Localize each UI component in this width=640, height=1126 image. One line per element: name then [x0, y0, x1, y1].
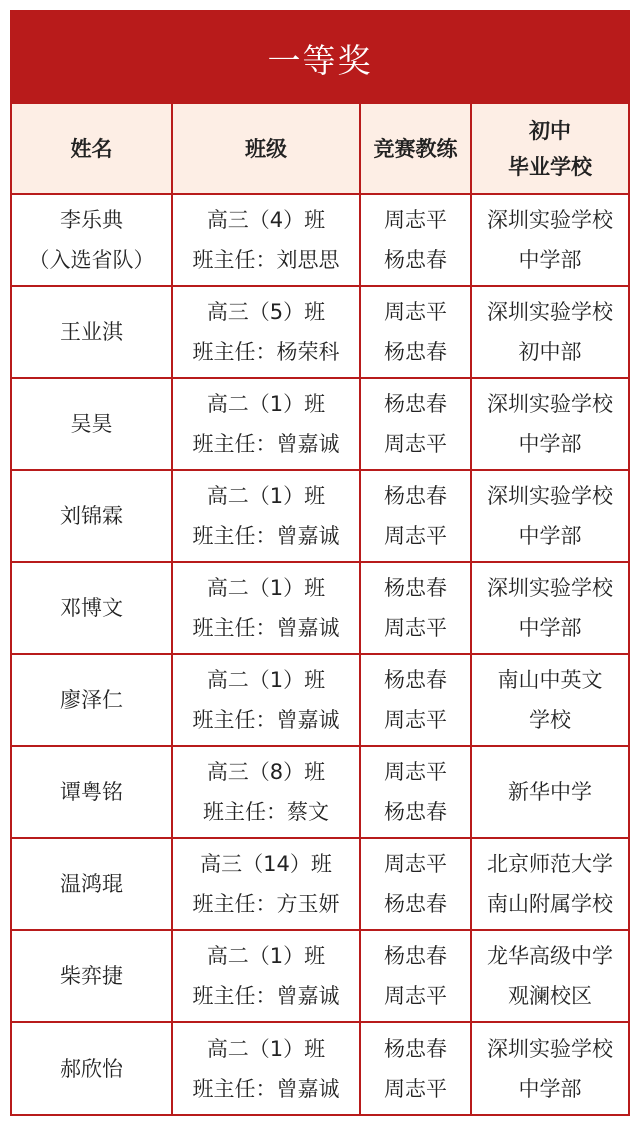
cell-class-class: 高三（8）班: [206, 760, 326, 784]
cell-school-school1: 新华中学: [508, 780, 592, 804]
cell-school: [471, 378, 628, 470]
cell-class: [172, 654, 360, 746]
cell-school-school1: 深圳实验学校: [487, 208, 613, 232]
table-row: [12, 746, 628, 838]
cell-name-name: 温鸿琨: [60, 872, 123, 896]
cell-coach: [360, 562, 471, 654]
cell-class: [172, 930, 360, 1022]
cell-coach-coach2: 杨忠春: [384, 892, 447, 916]
cell-coach-coach1: 周志平: [384, 760, 447, 784]
cell-school-school1: 深圳实验学校: [487, 1036, 613, 1061]
cell-class: [172, 378, 360, 470]
cell-school: [471, 746, 628, 838]
table-row: [12, 378, 628, 470]
cell-name-name: 廖泽仁: [60, 688, 123, 712]
cell-coach-coach1: 杨忠春: [384, 1036, 447, 1061]
award-title: 一等奖: [12, 12, 628, 104]
cell-class: [172, 470, 360, 562]
cell-coach: [360, 746, 471, 838]
table-row: [12, 654, 628, 746]
cell-name-name: 邓博文: [60, 596, 123, 620]
header-coach: 竞赛教练: [360, 104, 471, 194]
cell-school-school2: 中学部: [518, 616, 582, 640]
cell-class-teacher: 班主任：曾嘉诚: [192, 1076, 340, 1101]
cell-class-teacher: 班主任：曾嘉诚: [192, 708, 340, 732]
cell-class-teacher: 班主任：曾嘉诚: [192, 524, 340, 548]
cell-coach-coach2: 周志平: [384, 708, 447, 732]
header-school: 初中 毕业学校: [471, 104, 628, 194]
cell-class-class: 高二（1）班: [206, 576, 326, 600]
cell-name-name: 柴弈捷: [60, 964, 123, 988]
table-row: [12, 470, 628, 562]
cell-name: [12, 838, 172, 930]
cell-coach: [360, 1022, 471, 1114]
cell-school: [471, 838, 628, 930]
cell-name: [12, 562, 172, 654]
cell-class-teacher: 班主任：蔡文: [203, 800, 329, 824]
cell-coach-coach2: 杨忠春: [384, 800, 447, 824]
cell-coach-coach1: 周志平: [384, 208, 447, 232]
cell-class-teacher: 班主任：曾嘉诚: [192, 616, 340, 640]
header-class: 班级: [172, 104, 360, 194]
cell-name: [12, 470, 172, 562]
cell-school: [471, 1022, 628, 1114]
cell-class-class: 高二（1）班: [206, 668, 326, 692]
cell-coach: [360, 194, 471, 286]
cell-school-school2: 中学部: [518, 248, 582, 272]
cell-name: [12, 1022, 172, 1114]
cell-school-school1: 北京师范大学: [487, 852, 613, 876]
cell-name: [12, 930, 172, 1022]
cell-coach-coach2: 周志平: [384, 432, 447, 456]
cell-school: [471, 194, 628, 286]
cell-class-teacher: 班主任：杨荣科: [192, 340, 340, 364]
cell-name: [12, 286, 172, 378]
cell-coach-coach1: 杨忠春: [384, 944, 447, 968]
cell-school: [471, 470, 628, 562]
cell-school: [471, 654, 628, 746]
cell-coach: [360, 838, 471, 930]
cell-coach: [360, 654, 471, 746]
header-row: [12, 104, 628, 194]
cell-school: [471, 286, 628, 378]
cell-class-teacher: 班主任：曾嘉诚: [192, 984, 340, 1008]
cell-coach-coach1: 杨忠春: [384, 668, 447, 692]
table-row: [12, 838, 628, 930]
cell-class-class: 高二（1）班: [206, 484, 326, 508]
cell-name: [12, 378, 172, 470]
cell-name: [12, 746, 172, 838]
cell-class: [172, 746, 360, 838]
cell-name: [12, 194, 172, 286]
award-table-frame: [10, 10, 630, 1116]
cell-school-school2: 学校: [529, 708, 571, 732]
cell-school-school1: 龙华高级中学: [487, 944, 613, 968]
cell-name-name: 李乐典: [60, 208, 123, 232]
cell-class-class: 高二（1）班: [206, 1036, 326, 1061]
cell-coach-coach1: 杨忠春: [384, 392, 447, 416]
cell-class-teacher: 班主任：刘思思: [192, 248, 340, 272]
cell-coach-coach2: 周志平: [384, 524, 447, 548]
cell-coach-coach1: 周志平: [384, 300, 447, 324]
cell-class: [172, 1022, 360, 1114]
cell-coach: [360, 930, 471, 1022]
cell-name-name: 谭粤铭: [60, 780, 123, 804]
cell-coach: [360, 470, 471, 562]
cell-coach: [360, 378, 471, 470]
cell-class: [172, 562, 360, 654]
cell-class-class: 高三（4）班: [206, 208, 326, 232]
cell-class-teacher: 班主任：曾嘉诚: [192, 432, 340, 456]
cell-school-school1: 南山中英文: [497, 668, 603, 692]
table-row: [12, 1022, 628, 1114]
cell-class-class: 高二（1）班: [206, 392, 326, 416]
cell-school-school2: 中学部: [518, 1076, 582, 1101]
table-row: [12, 562, 628, 654]
cell-school-school1: 深圳实验学校: [487, 576, 613, 600]
cell-school-school2: 中学部: [518, 524, 582, 548]
cell-coach: [360, 286, 471, 378]
cell-school-school1: 深圳实验学校: [487, 300, 613, 324]
cell-coach-coach1: 周志平: [384, 852, 447, 876]
cell-class-class: 高三（14）班: [200, 852, 332, 876]
cell-coach-coach2: 周志平: [384, 1076, 447, 1101]
cell-school: [471, 562, 628, 654]
cell-coach-coach2: 周志平: [384, 616, 447, 640]
cell-name-name: 刘锦霖: [60, 504, 123, 528]
cell-name: [12, 654, 172, 746]
cell-name-name: 吴昊: [70, 412, 113, 436]
table-row: [12, 286, 628, 378]
table-row: [12, 930, 628, 1022]
cell-school-school1: 深圳实验学校: [487, 484, 613, 508]
cell-class: [172, 194, 360, 286]
cell-class: [172, 838, 360, 930]
cell-school: [471, 930, 628, 1022]
award-table: [12, 104, 628, 1114]
cell-coach-coach2: 杨忠春: [384, 248, 447, 272]
cell-class: [172, 286, 360, 378]
cell-school-school1: 深圳实验学校: [487, 392, 613, 416]
cell-coach-coach2: 周志平: [384, 984, 447, 1008]
cell-school-school2: 初中部: [518, 340, 582, 364]
table-row: [12, 194, 628, 286]
cell-name-name: 王业淇: [60, 320, 123, 344]
cell-class-class: 高三（5）班: [206, 300, 326, 324]
cell-school-school2: 观澜校区: [508, 984, 592, 1008]
header-name: 姓名: [12, 104, 172, 194]
cell-coach-coach1: 杨忠春: [384, 484, 447, 508]
cell-school-school2: 中学部: [518, 432, 582, 456]
cell-class-teacher: 班主任：方玉妍: [192, 892, 340, 916]
cell-name-name: 郝欣怡: [60, 1056, 123, 1081]
cell-class-class: 高二（1）班: [206, 944, 326, 968]
cell-coach-coach2: 杨忠春: [384, 340, 447, 364]
cell-school-school2: 南山附属学校: [487, 892, 613, 916]
cell-coach-coach1: 杨忠春: [384, 576, 447, 600]
cell-name-name2: （入选省队）: [28, 248, 155, 272]
